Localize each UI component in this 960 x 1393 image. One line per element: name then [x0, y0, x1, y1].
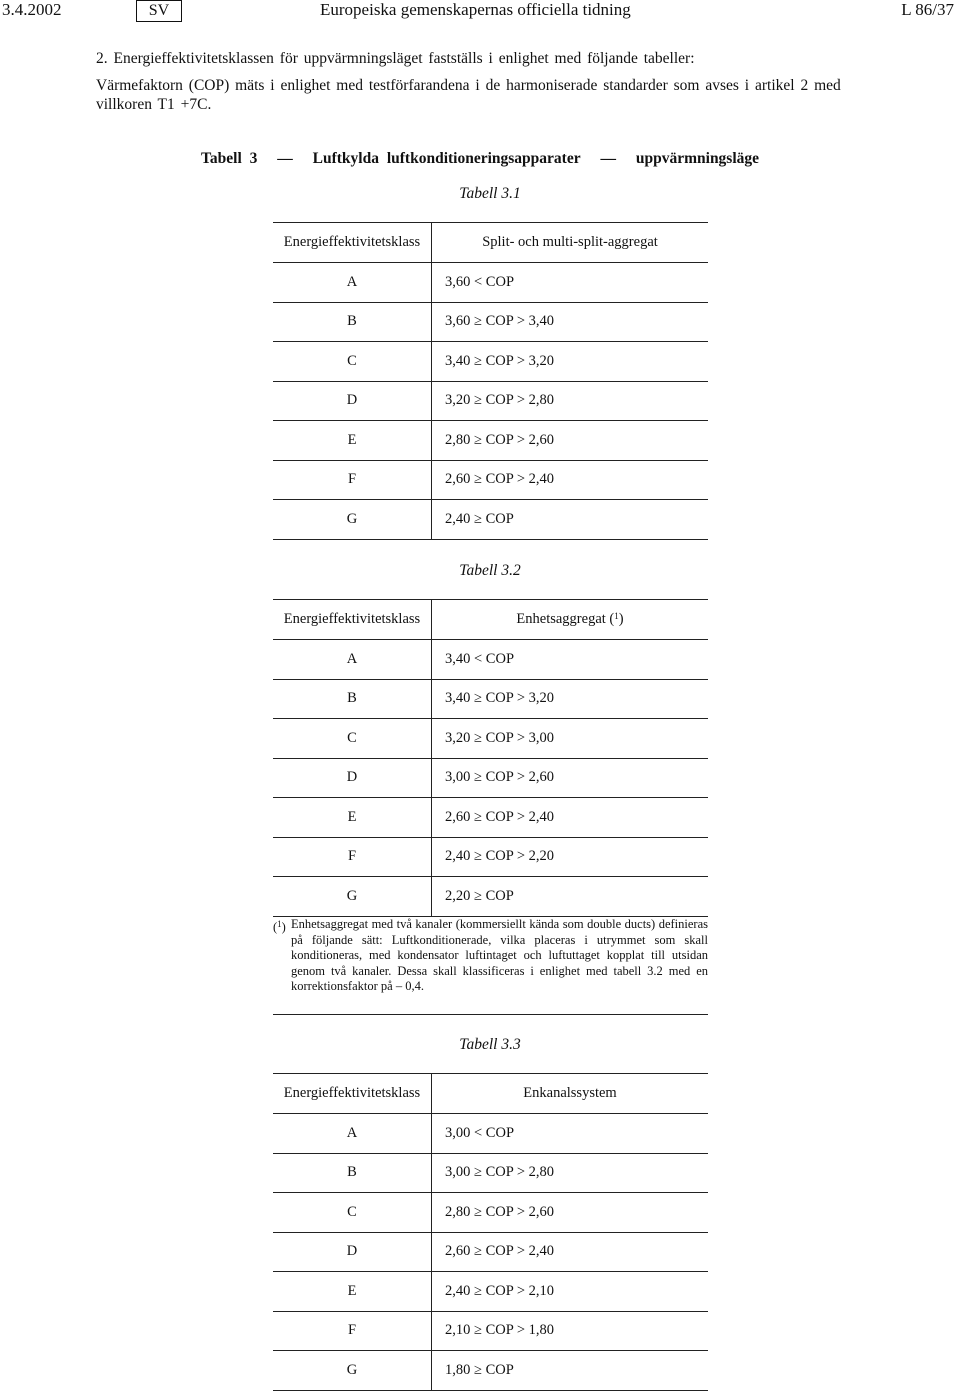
journal-title: Europeiska gemenskapernas officiella tidning [320, 0, 631, 19]
cop-range-cell: 2,10 ≥ COP > 1,80 [432, 1311, 709, 1351]
table-row [273, 798, 708, 838]
table-3-1 [273, 222, 708, 540]
energy-class-cell: B [273, 1153, 432, 1193]
table-row [273, 302, 708, 342]
energy-class-cell: E [273, 798, 432, 838]
table-row [273, 342, 708, 382]
table-row [273, 679, 708, 719]
table-header-row [273, 600, 708, 640]
table-header-row [273, 223, 708, 263]
column-header-single-duct: Enkanalssystem [432, 1074, 709, 1114]
column-header-enhetsaggregat [432, 600, 709, 640]
table-row [273, 837, 708, 877]
table-header-row [273, 1074, 708, 1114]
cop-range-cell: 2,20 ≥ COP [432, 877, 709, 917]
energy-class-cell: C [273, 1193, 432, 1233]
cop-range-cell: 3,00 ≥ COP > 2,80 [432, 1153, 709, 1193]
footnote-paren-open: ( [273, 920, 278, 934]
column-header-paren: ) [618, 611, 624, 627]
table-3-2 [273, 599, 708, 917]
cop-range-cell: 2,40 ≥ COP > 2,10 [432, 1272, 709, 1312]
cop-range-cell: 2,60 ≥ COP > 2,40 [432, 1232, 709, 1272]
cop-range-cell: 3,60 ≥ COP > 3,40 [432, 302, 709, 342]
energy-class-cell: E [273, 1272, 432, 1312]
cop-range-cell: 3,20 ≥ COP > 3,00 [432, 719, 709, 759]
table-3-3-body [273, 1114, 708, 1391]
energy-class-cell: B [273, 302, 432, 342]
table-row [273, 877, 708, 917]
table-3-1-caption: Tabell 3.1 [459, 185, 521, 202]
energy-class-cell: D [273, 758, 432, 798]
cop-range-cell: 2,80 ≥ COP > 2,60 [432, 421, 709, 461]
footnote-number: 1 [277, 919, 282, 929]
section-title-table: Tabell 3 [200, 150, 258, 167]
table-row [273, 500, 708, 540]
energy-class-cell: F [273, 460, 432, 500]
footnote-text: Enhetsaggregat med två kanaler (kommersiellt kända som double ducts) definieras på följande sätt: Luftkonditionerade, vilka placeras i utrymmet som skall konditioneras, med kondensator luftintaget och luftuttaget kopplat till utsidan genom två kanaler. Dessa skall klassificeras i enlighet med tabell 3.2 med en korrektionsfaktor på – 0,4. [291, 917, 708, 993]
table-row [273, 758, 708, 798]
energy-class-cell: F [273, 837, 432, 877]
cop-range-cell: 2,60 ≥ COP > 2,40 [432, 460, 709, 500]
energy-class-cell: F [273, 1311, 432, 1351]
footnote-paren-close: ) [281, 920, 286, 934]
table-3-1-body [273, 263, 708, 540]
energy-class-cell: B [273, 679, 432, 719]
column-header-class: Energieffektivitetsklass [273, 223, 432, 263]
energy-class-cell: D [273, 1232, 432, 1272]
table-row [273, 263, 708, 303]
cop-range-cell: 3,40 < COP [432, 640, 709, 680]
table-row [273, 1114, 708, 1154]
cop-range-cell: 3,60 < COP [432, 263, 709, 303]
language-badge: SV [136, 0, 182, 22]
column-header-split: Split- och multi-split-aggregat [432, 223, 709, 263]
energy-class-cell: G [273, 500, 432, 540]
intro-cop-text: Värmefaktorn (COP) mäts i enlighet med testförfarandena i de harmoniserade standarder som avses i artikel 2 med villkoren T1 +7C. [96, 77, 841, 113]
cop-range-cell: 2,80 ≥ COP > 2,60 [432, 1193, 709, 1233]
table-row [273, 460, 708, 500]
intro-point-2: 2. Energieffektivitetsklassen för uppvärmningsläget fastställs i enlighet med följande tabeller: [96, 50, 695, 67]
section-title-mode: uppvärmningsläge [635, 150, 760, 167]
section-title-name: Luftkylda luftkonditioneringsapparater [312, 150, 581, 167]
table-3-2-body [273, 640, 708, 917]
cop-range-cell: 2,60 ≥ COP > 2,40 [432, 798, 709, 838]
table-row [273, 1153, 708, 1193]
energy-class-cell: D [273, 381, 432, 421]
section-title-dash-2: — [600, 150, 616, 167]
energy-class-cell: G [273, 877, 432, 917]
column-header-class: Energieffektivitetsklass [273, 600, 432, 640]
cop-range-cell: 3,00 ≥ COP > 2,60 [432, 758, 709, 798]
table-row [273, 1311, 708, 1351]
energy-class-cell: E [273, 421, 432, 461]
column-header-class: Energieffektivitetsklass [273, 1074, 432, 1114]
table-row [273, 719, 708, 759]
table-row [273, 421, 708, 461]
table-row [273, 1272, 708, 1312]
footnote-marker [273, 917, 286, 936]
page-header [0, 0, 960, 24]
cop-range-cell: 1,80 ≥ COP [432, 1351, 709, 1391]
column-header-label: Enhetsaggregat ( [516, 611, 615, 627]
energy-class-cell: G [273, 1351, 432, 1391]
table-3-3-caption: Tabell 3.3 [459, 1036, 521, 1053]
energy-class-cell: C [273, 342, 432, 382]
cop-range-cell: 3,00 < COP [432, 1114, 709, 1154]
energy-class-cell: A [273, 263, 432, 303]
cop-range-cell: 3,40 ≥ COP > 3,20 [432, 342, 709, 382]
table-3-2-caption: Tabell 3.2 [459, 562, 521, 579]
table-row [273, 381, 708, 421]
cop-range-cell: 3,20 ≥ COP > 2,80 [432, 381, 709, 421]
cop-range-cell: 3,40 ≥ COP > 3,20 [432, 679, 709, 719]
page-number: L 86/37 [901, 0, 954, 19]
table-row [273, 1232, 708, 1272]
section-title-dash-1: — [277, 150, 293, 167]
cop-range-cell: 2,40 ≥ COP [432, 500, 709, 540]
table-3-2-footnote [273, 917, 708, 1015]
energy-class-cell: C [273, 719, 432, 759]
table-row [273, 1193, 708, 1233]
section-title [0, 150, 960, 168]
energy-class-cell: A [273, 640, 432, 680]
cop-range-cell: 2,40 ≥ COP > 2,20 [432, 837, 709, 877]
table-row [273, 640, 708, 680]
table-3-3 [273, 1073, 708, 1391]
table-row [273, 1351, 708, 1391]
publication-date: 3.4.2002 [2, 0, 62, 19]
footnote-ref: 1 [614, 611, 619, 621]
energy-class-cell: A [273, 1114, 432, 1154]
